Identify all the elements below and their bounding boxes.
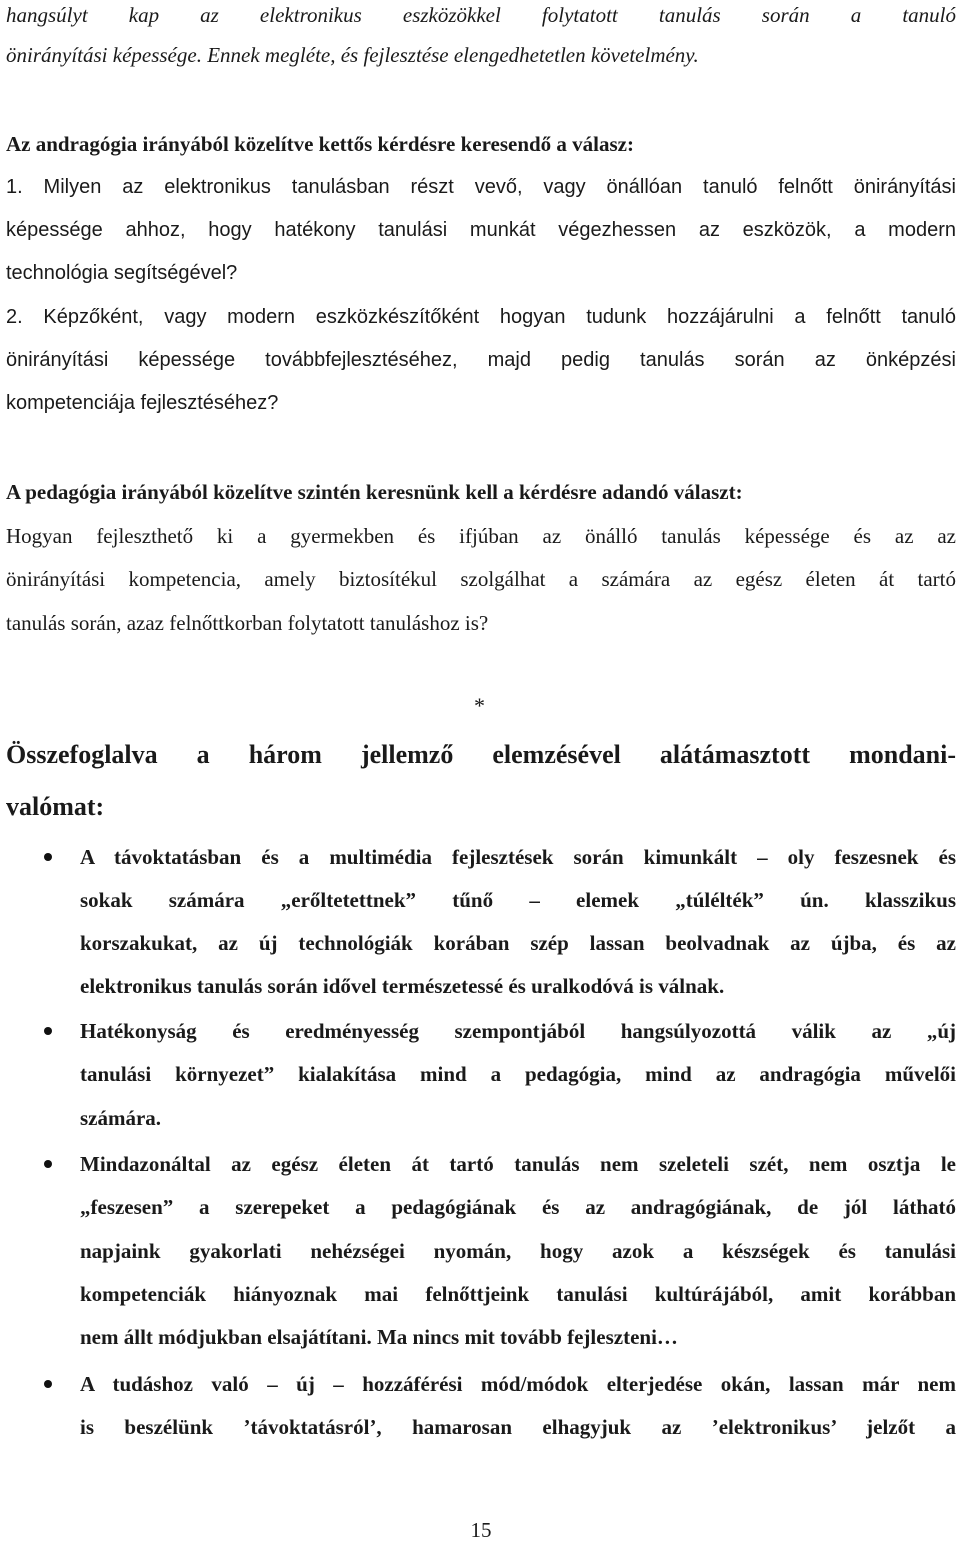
summary-heading-line-1: Összefoglalva a három jellemző elemzésével alátámasztott mondani-: [6, 740, 956, 769]
pedagogy-line-1: Hogyan fejleszthető ki a gyermekben és ifjúban az önálló tanulás képessége és az az: [6, 524, 956, 548]
bullet-3-line-2: „feszesen” a szerepeket a pedagógiának és az andragógiának, de jól látható: [80, 1195, 956, 1219]
bullet-3-line-5: nem állt módjukban elsajátítani. Ma nincs mit tovább fejleszteni…: [80, 1325, 678, 1349]
intro-line-1: hangsúlyt kap az elektronikus eszközökkel folytatott tanulás során a tanuló: [6, 3, 956, 27]
bullet-1-line-4: elektronikus tanulás során idővel természetessé és uralkodóvá is válnak.: [80, 974, 725, 998]
bullet-3-line-1: Mindazonáltal az egész életen át tartó tanulás nem szeleteli szét, nem osztja le: [80, 1152, 956, 1176]
bullet-2-line-1: Hatékonyság és eredményesség szempontjából hangsúlyozottá válik az „új: [80, 1019, 956, 1043]
bullet-dot: [44, 853, 52, 861]
bullet-3-line-4: kompetenciák hiányoznak mai felnőttjeink tanulási kultúrájából, amit korábban: [80, 1282, 956, 1306]
andragogy-heading: Az andragógia irányából közelítve kettős kérdésre keresendő a válasz:: [6, 132, 635, 156]
page-number: 15: [470, 1518, 492, 1542]
section-separator: *: [474, 693, 485, 718]
intro-line-2: önirányítási képessége. Ennek megléte, és fejlesztése elengedhetetlen követelmény.: [6, 43, 699, 67]
bullet-1-line-3: korszakukat, az új technológiák korában szép lassan beolvadnak az újba, és az: [80, 931, 956, 955]
bullet-1-line-1: A távoktatásban és a multimédia fejlesztések során kimunkált – oly feszesnek és: [80, 845, 956, 869]
bullet-3-line-3: napjaink gyakorlati nehézségei nyomán, hogy azok a készségek és tanulási: [80, 1239, 956, 1263]
bullet-4-line-1: A tudáshoz való – új – hozzáférési mód/módok elterjedése okán, lassan már nem: [80, 1372, 956, 1396]
bullet-2-line-2: tanulási környezet” kialakítása mind a pedagógia, mind az andragógia művelői: [80, 1062, 956, 1086]
pedagogy-line-3: tanulás során, azaz felnőttkorban folytatott tanuláshoz is?: [6, 611, 489, 635]
bullet-dot: [44, 1027, 52, 1035]
question-1-line-3: technológia segítségével?: [6, 262, 238, 284]
summary-heading-line-2: valómat:: [6, 792, 105, 821]
bullet-2-line-3: számára.: [80, 1106, 162, 1130]
question-1-line-1: 1. Milyen az elektronikus tanulásban részt vevő, vagy önállóan tanuló felnőtt önirányítási: [6, 176, 956, 198]
bullet-dot: [44, 1160, 52, 1168]
question-2-line-3: kompetenciája fejlesztéséhez?: [6, 392, 279, 414]
question-2-line-1: 2. Képzőként, vagy modern eszközkészítőként hogyan tudunk hozzájárulni a felnőtt tanuló: [6, 306, 956, 328]
pedagogy-line-2: önirányítási kompetencia, amely biztosítékul szolgálhat a számára az egész életen át tartó: [6, 567, 956, 591]
question-1-line-2: képessége ahhoz, hogy hatékony tanulási munkát végezhessen az eszközök, a modern: [6, 219, 956, 241]
bullet-1-line-2: sokak számára „erőltetettnek” tűnő – elemek „túlélték” ún. klasszikus: [80, 888, 956, 912]
question-2-line-2: önirányítási képessége továbbfejlesztéséhez, majd pedig tanulás során az önképzési: [6, 349, 956, 371]
pedagogy-heading: A pedagógia irányából közelítve szintén keresnünk kell a kérdésre adandó választ:: [6, 480, 743, 504]
bullet-dot: [44, 1380, 52, 1388]
bullet-4-line-2: is beszélünk ’távoktatásról’, hamarosan elhagyjuk az ’elektronikus’ jelzőt a: [80, 1415, 956, 1439]
